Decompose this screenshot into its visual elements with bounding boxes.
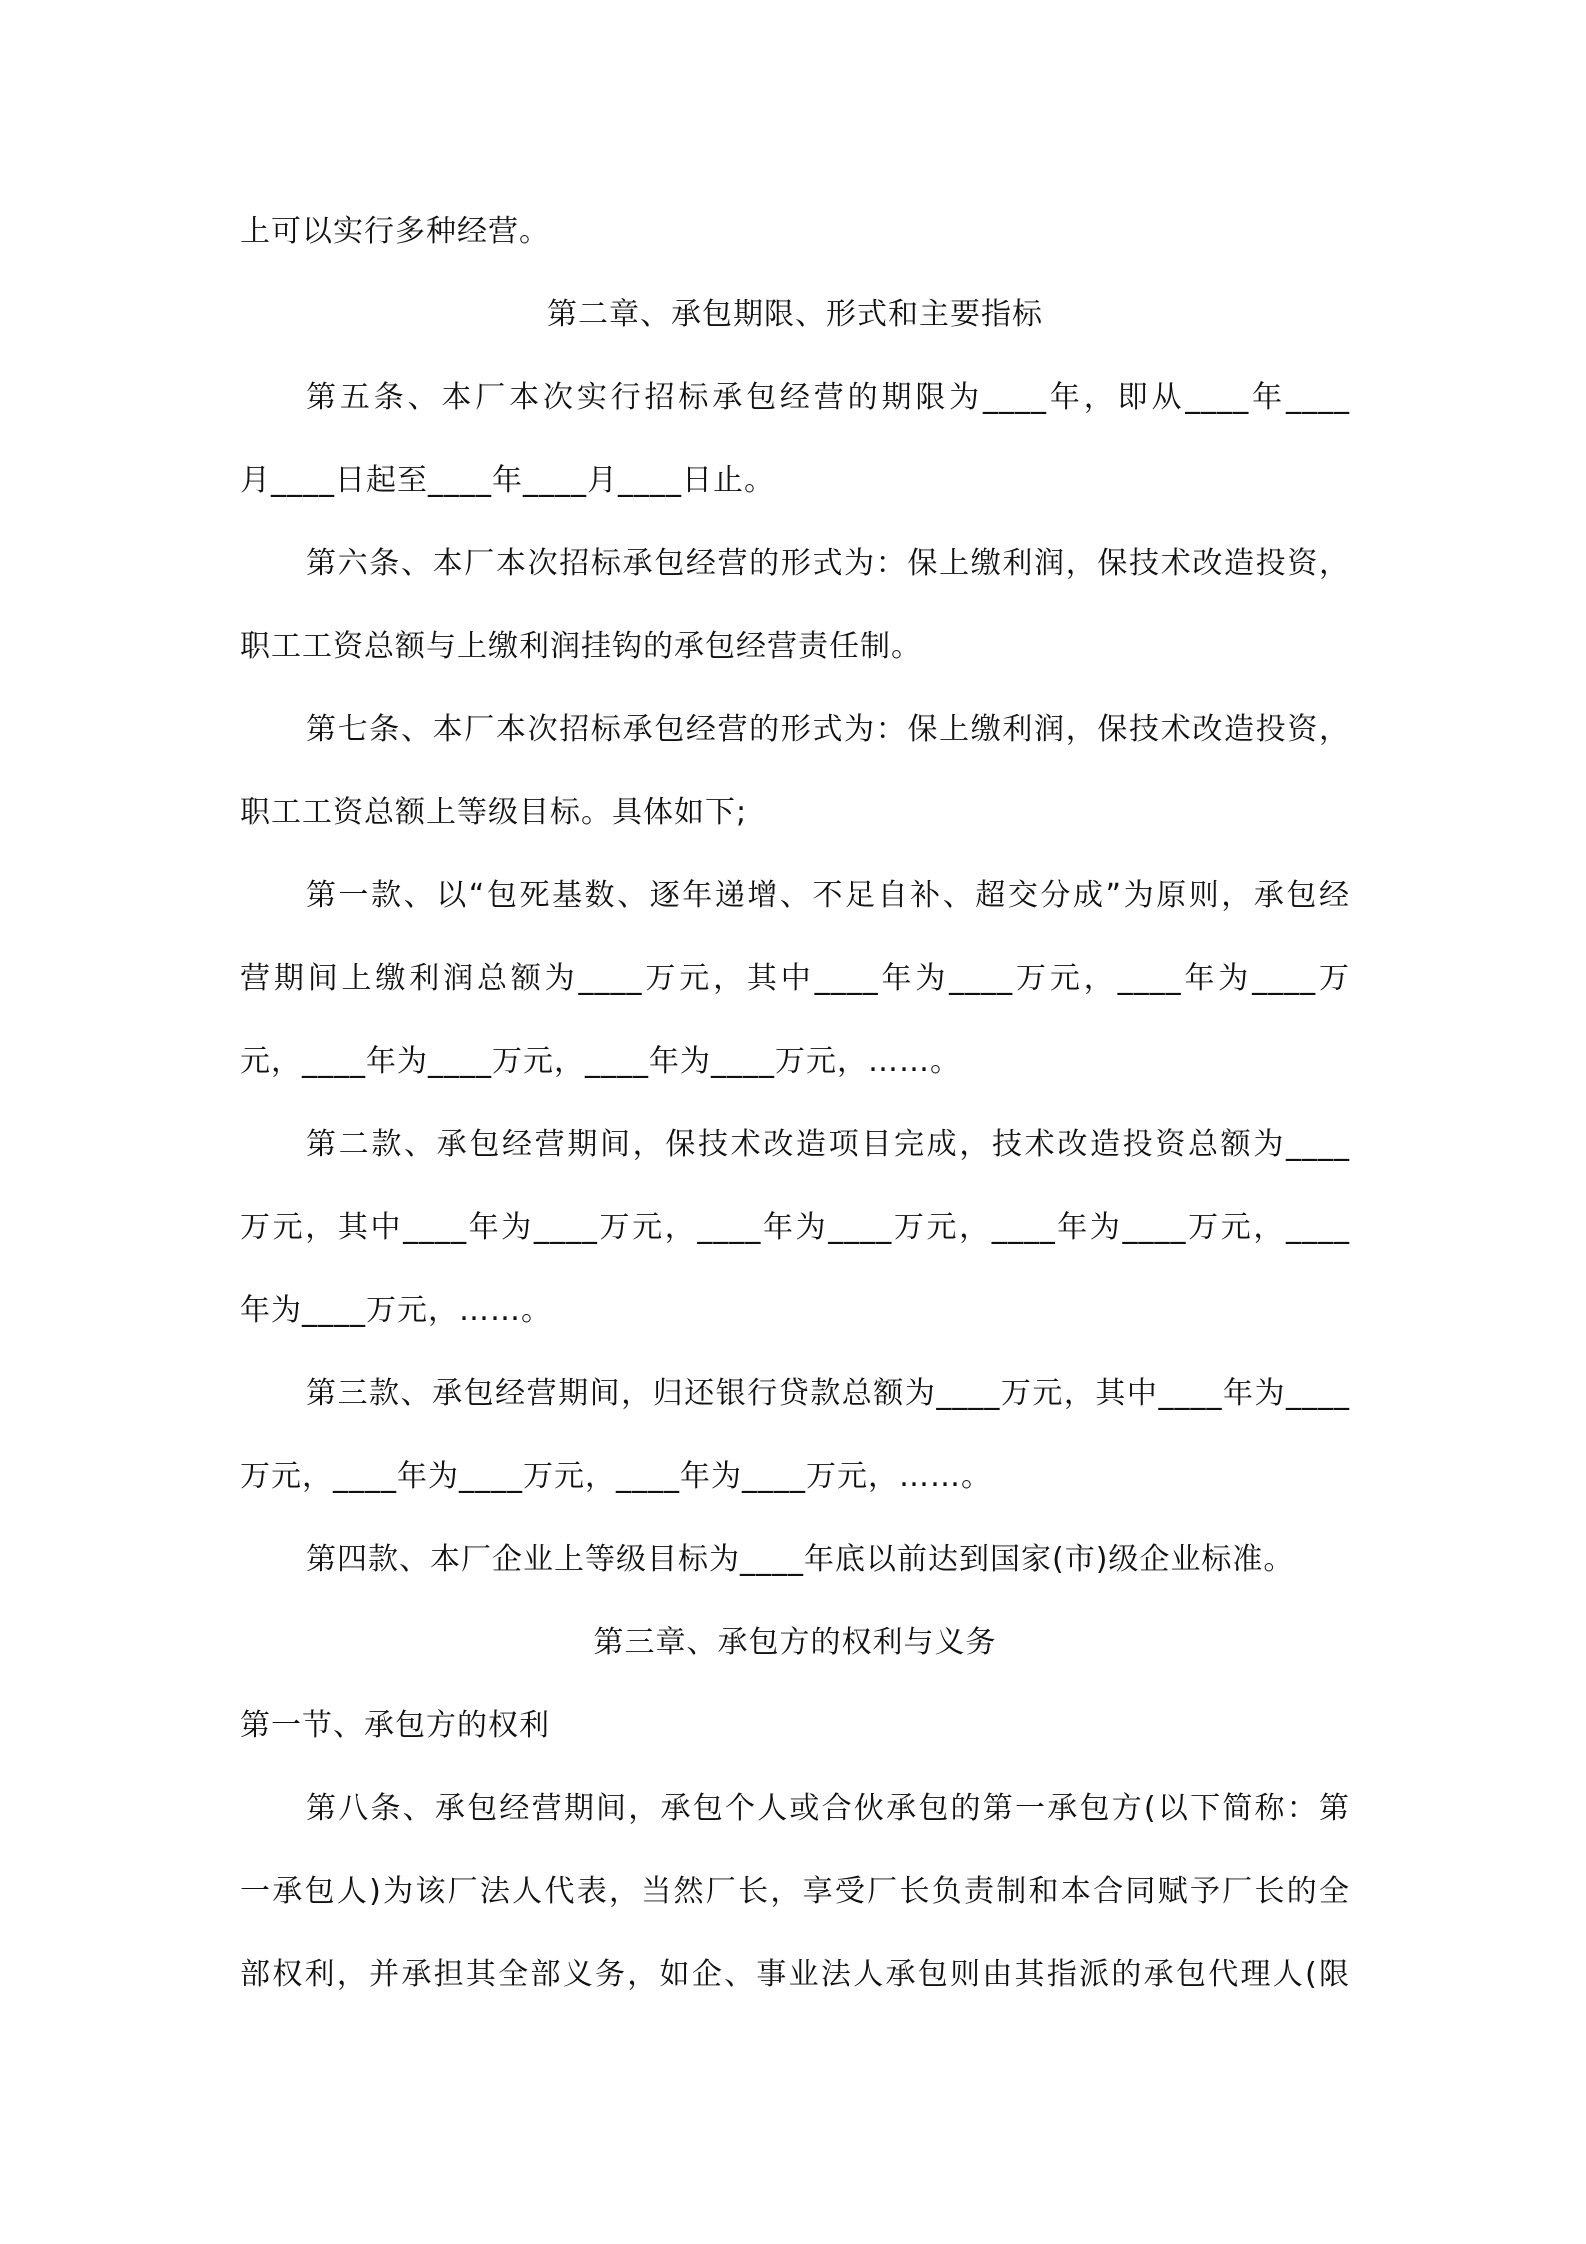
chapter-heading-3: 第三章、承包方的权利与义务 bbox=[593, 1625, 997, 1660]
article-6-line-2: 职工工资总额与上缴利润挂钩的承包经营责任制。 bbox=[240, 629, 922, 664]
section-heading-1: 第一节、承包方的权利 bbox=[240, 1708, 550, 1743]
clause-3-line-1: 第三款、承包经营期间，归还银行贷款总额为____万元，其中____年为____ bbox=[306, 1376, 1350, 1411]
document-page bbox=[240, 190, 1350, 2016]
text-line-1: 上可以实行多种经营。 bbox=[240, 214, 550, 249]
article-8-line-3: 部权利，并承担其全部义务，如企、事业法人承包则由其指派的承包代理人(限 bbox=[240, 1957, 1350, 1992]
article-7-line-2: 职工工资总额上等级目标。具体如下; bbox=[240, 795, 748, 830]
chapter-heading-2: 第二章、承包期限、形式和主要指标 bbox=[547, 297, 1043, 332]
clause-2-line-3: 年为____万元，……。 bbox=[240, 1293, 552, 1328]
article-6-line-1: 第六条、本厂本次招标承包经营的形式为：保上缴利润，保技术改造投资， bbox=[306, 546, 1350, 581]
article-5-line-2: 月____日起至____年____月____日止。 bbox=[240, 463, 775, 498]
article-7-line-1: 第七条、本厂本次招标承包经营的形式为：保上缴利润，保技术改造投资， bbox=[306, 712, 1350, 747]
clause-1-line-2: 营期间上缴利润总额为____万元，其中____年为____万元，____年为____万 bbox=[240, 961, 1350, 996]
article-8-line-2: 一承包人)为该厂法人代表，当然厂长，享受厂长负责制和本合同赋予厂长的全 bbox=[240, 1874, 1350, 1909]
clause-1-line-1: 第一款、以“包死基数、逐年递增、不足自补、超交分成”为原则，承包经 bbox=[306, 878, 1350, 913]
clause-2-line-1: 第二款、承包经营期间，保技术改造项目完成，技术改造投资总额为____ bbox=[306, 1127, 1350, 1162]
article-8-line-1: 第八条、承包经营期间，承包个人或合伙承包的第一承包方(以下简称：第 bbox=[306, 1791, 1350, 1826]
article-5-line-1: 第五条、本厂本次实行招标承包经营的期限为____年，即从____年____ bbox=[306, 380, 1350, 415]
clause-3-line-2: 万元，____年为____万元，____年为____万元，……。 bbox=[240, 1459, 992, 1494]
clause-4-line-1: 第四款、本厂企业上等级目标为____年底以前达到国家(市)级企业标准。 bbox=[306, 1542, 1295, 1577]
clause-2-line-2: 万元，其中____年为____万元，____年为____万元，____年为____万元，____ bbox=[240, 1210, 1350, 1245]
clause-1-line-3: 元，____年为____万元，____年为____万元，……。 bbox=[240, 1044, 961, 1079]
